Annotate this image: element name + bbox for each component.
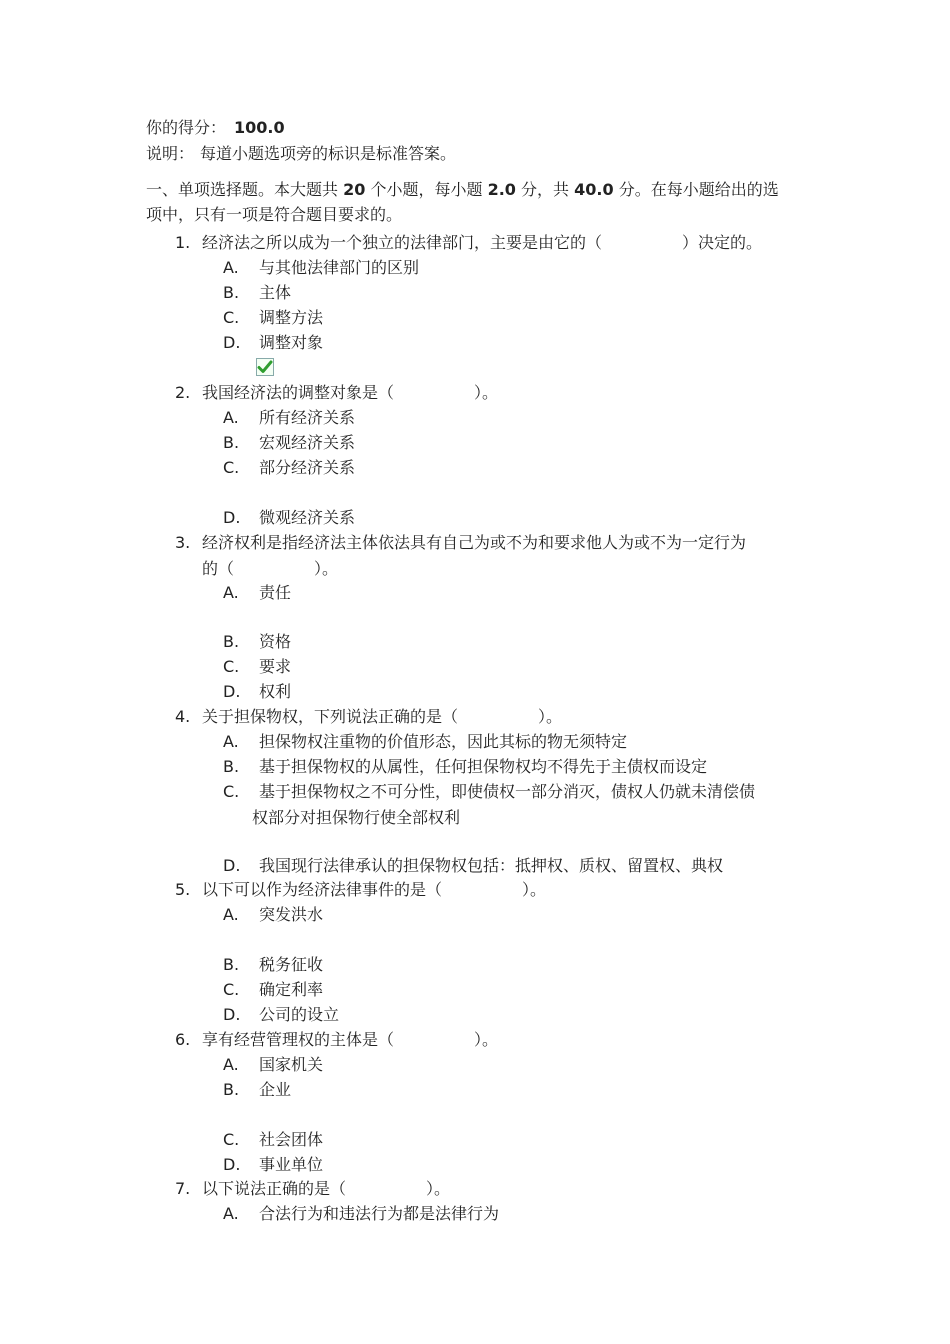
option-text: 公司的设立	[259, 1005, 340, 1024]
option-text: 调整方法	[259, 308, 324, 327]
question-number: 4.	[175, 707, 191, 726]
option-text: 税务征收	[259, 955, 324, 974]
points-per-question: 2.0	[487, 180, 516, 199]
option-letter: D.	[223, 856, 241, 875]
option-letter: A.	[223, 583, 239, 602]
option-text: 宏观经济关系	[259, 433, 356, 452]
question-number: 3.	[175, 533, 191, 552]
section-header-line1	[146, 178, 779, 202]
question-stem: 以下可以作为经济法律事件的是（ ）。	[202, 880, 547, 899]
option-text: 资格	[259, 632, 292, 651]
option-letter: A.	[223, 408, 239, 427]
question-number: 7.	[175, 1179, 191, 1198]
option-letter: D.	[223, 333, 241, 352]
option-letter: A.	[223, 905, 239, 924]
section-text-b: 个小题，每小题	[370, 180, 483, 199]
option-letter: A.	[223, 1204, 239, 1223]
total-points: 40.0	[574, 180, 614, 199]
question-number: 5.	[175, 880, 191, 899]
option-letter: B.	[223, 632, 240, 651]
section-text-d: 分。在每小题给出的选	[618, 180, 779, 199]
note-label: 说明：	[146, 144, 195, 163]
option-text: 确定利率	[259, 980, 324, 999]
option-text: 与其他法律部门的区别	[259, 258, 420, 277]
option-text-continued: 权部分对担保物行使全部权利	[252, 808, 461, 827]
option-letter: B.	[223, 283, 240, 302]
option-text: 责任	[259, 583, 292, 602]
option-text: 调整对象	[259, 333, 324, 352]
option-text: 国家机关	[259, 1055, 324, 1074]
note-text: 每道小题选项旁的标识是标准答案。	[200, 144, 457, 163]
question-count: 20	[343, 180, 366, 199]
checkmark-icon	[256, 358, 274, 376]
question-stem: 经济法之所以成为一个独立的法律部门，主要是由它的（ ）决定的。	[202, 233, 763, 252]
option-letter: C.	[223, 980, 240, 999]
option-letter: A.	[223, 732, 239, 751]
section-header-line2: 项中，只有一项是符合题目要求的。	[146, 205, 403, 224]
option-text: 部分经济关系	[259, 458, 356, 477]
option-letter: C.	[223, 458, 240, 477]
option-letter: A.	[223, 258, 239, 277]
option-text: 突发洪水	[259, 905, 324, 924]
option-text: 我国现行法律承认的担保物权包括：抵押权、质权、留置权、典权	[259, 856, 724, 875]
question-stem-continued: 的（ ）。	[202, 559, 339, 578]
option-letter: B.	[223, 1080, 240, 1099]
section-text-c: 分，共	[521, 180, 570, 199]
option-text: 合法行为和违法行为都是法律行为	[259, 1204, 500, 1223]
question-number: 1.	[175, 233, 191, 252]
question-stem: 以下说法正确的是（ ）。	[202, 1179, 451, 1198]
option-text: 基于担保物权的从属性，任何担保物权均不得先于主债权而设定	[259, 757, 708, 776]
option-letter: C.	[223, 1130, 240, 1149]
option-text: 要求	[259, 657, 292, 676]
question-number: 2.	[175, 383, 191, 402]
question-stem: 关于担保物权，下列说法正确的是（ ）。	[202, 707, 563, 726]
option-letter: B.	[223, 433, 240, 452]
option-letter: C.	[223, 782, 240, 801]
score-value: 100.0	[234, 118, 285, 137]
section-text-a: 一、单项选择题。本大题共	[146, 180, 339, 199]
question-stem: 经济权利是指经济法主体依法具有自己为或不为和要求他人为或不为一定行为	[202, 533, 747, 552]
option-letter: D.	[223, 508, 241, 527]
option-letter: B.	[223, 955, 240, 974]
option-text: 权利	[259, 682, 292, 701]
score-label: 你的得分：	[146, 118, 227, 137]
option-text: 事业单位	[259, 1155, 324, 1174]
option-text: 主体	[259, 283, 292, 302]
option-letter: C.	[223, 657, 240, 676]
option-text: 企业	[259, 1080, 292, 1099]
option-text: 社会团体	[259, 1130, 324, 1149]
option-letter: D.	[223, 1155, 241, 1174]
option-letter: D.	[223, 1005, 241, 1024]
question-stem: 享有经营管理权的主体是（ ）。	[202, 1030, 499, 1049]
question-stem: 我国经济法的调整对象是（ ）。	[202, 383, 499, 402]
option-text: 担保物权注重物的价值形态，因此其标的物无须特定	[259, 732, 628, 751]
option-text: 基于担保物权之不可分性，即使债权一部分消灭，债权人仍就未清偿债	[259, 782, 756, 801]
option-text: 微观经济关系	[259, 508, 356, 527]
option-letter: A.	[223, 1055, 239, 1074]
option-letter: D.	[223, 682, 241, 701]
question-number: 6.	[175, 1030, 191, 1049]
option-text: 所有经济关系	[259, 408, 356, 427]
option-letter: C.	[223, 308, 240, 327]
option-letter: B.	[223, 757, 240, 776]
